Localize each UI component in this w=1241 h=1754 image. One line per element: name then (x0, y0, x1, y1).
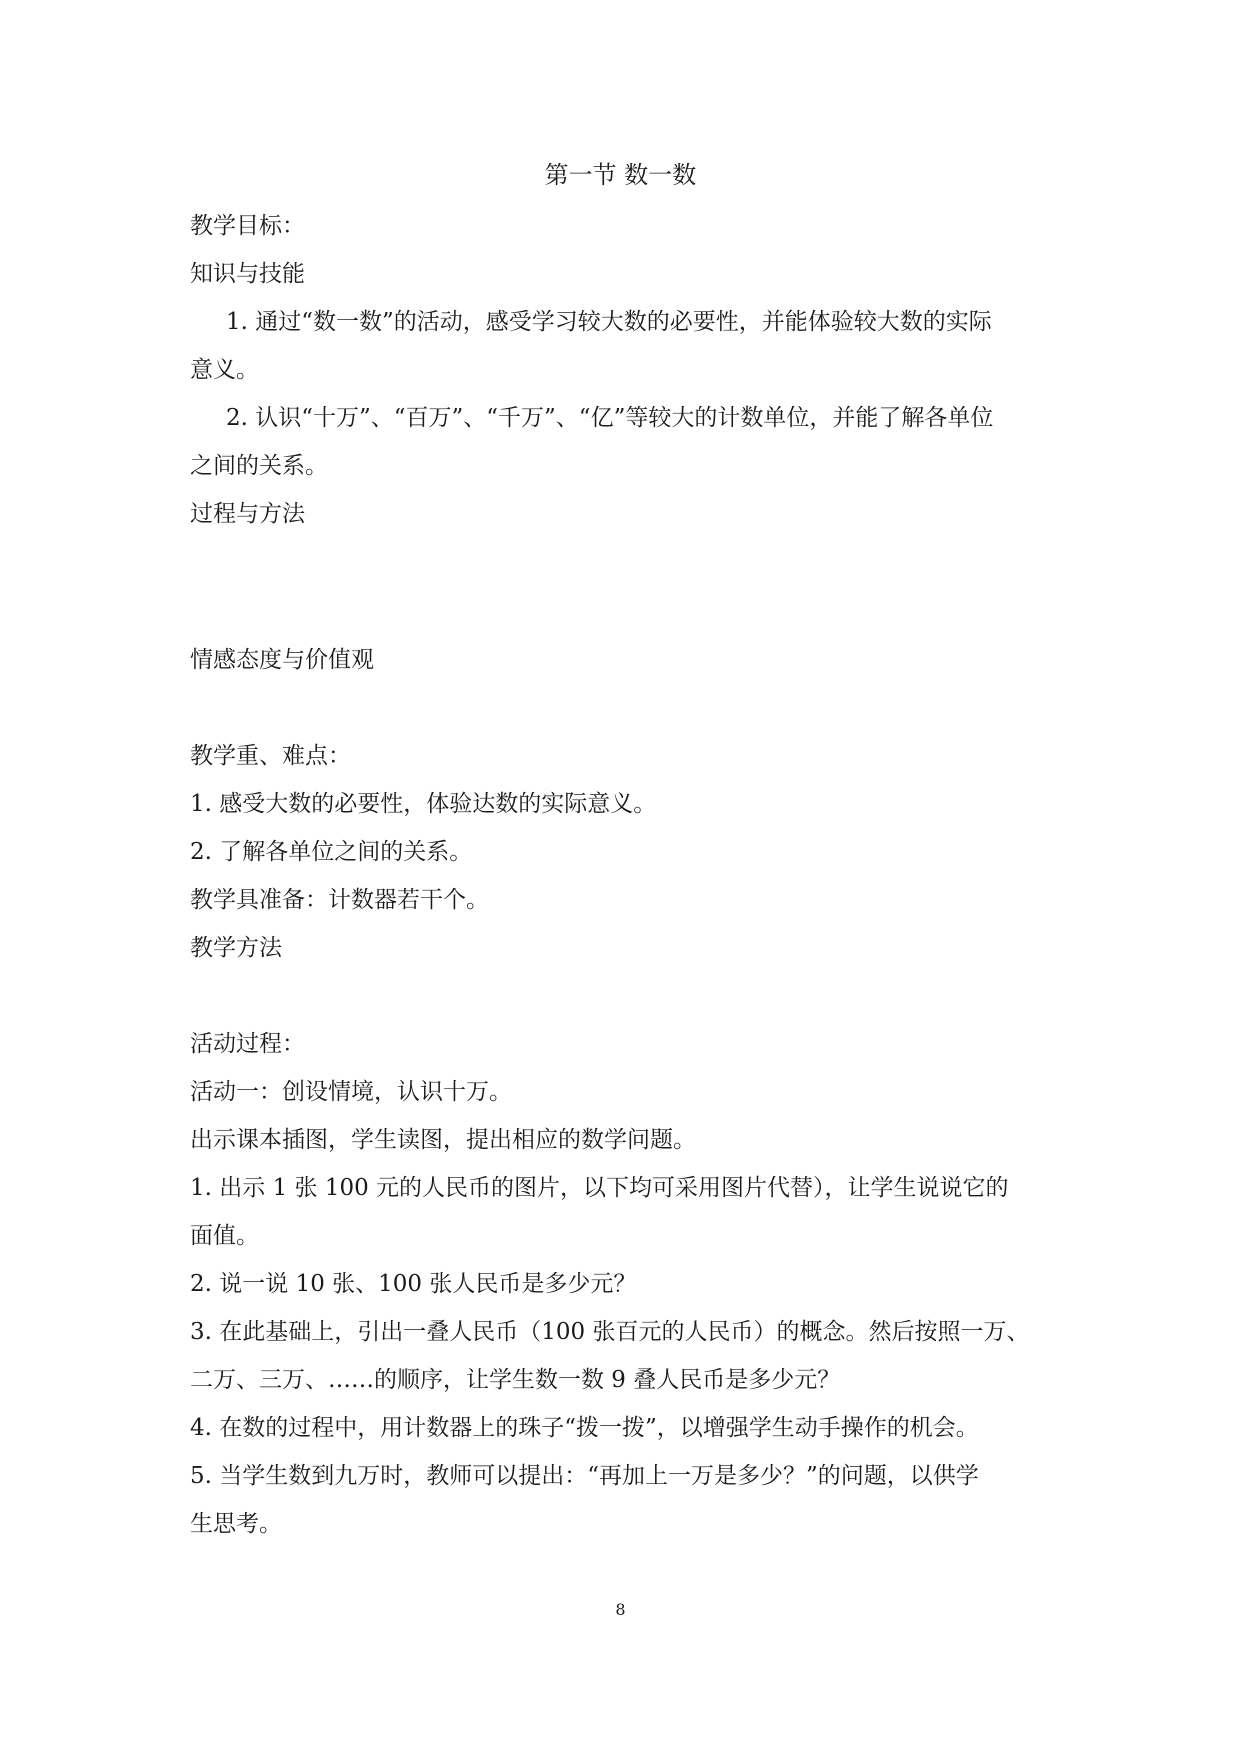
objective-2-line-1: 2. 认识“十万”、“百万”、“千万”、“亿”等较大的计数单位，并能了解各单位 (226, 405, 994, 431)
teaching-aids: 教学具准备：计数器若干个。 (190, 887, 489, 913)
activity-1-heading: 活动一：创设情境，认识十万。 (190, 1079, 512, 1105)
key-point-2: 2. 了解各单位之间的关系。 (190, 839, 473, 865)
objective-1-line-1: 1. 通过“数一数”的活动，感受学习较大数的必要性，并能体验较大数的实际 (226, 309, 992, 335)
step-5-line-2: 生思考。 (190, 1511, 282, 1537)
heading-activity-process: 活动过程： (190, 1031, 305, 1057)
heading-teaching-objectives: 教学目标： (190, 213, 305, 239)
section-title: 第一节 数一数 (544, 161, 697, 189)
step-1-line-2: 面值。 (190, 1223, 259, 1249)
objective-2-line-2: 之间的关系。 (190, 453, 328, 479)
activity-intro: 出示课本插图，学生读图，提出相应的数学问题。 (190, 1127, 696, 1153)
heading-teaching-methods: 教学方法 (190, 935, 282, 961)
heading-key-points: 教学重、难点： (190, 743, 351, 769)
step-5-line-1: 5. 当学生数到九万时，教师可以提出：“再加上一万是多少？”的问题，以供学 (190, 1463, 979, 1489)
key-point-1: 1. 感受大数的必要性，体验达数的实际意义。 (190, 791, 657, 817)
step-2: 2. 说一说 10 张、100 张人民币是多少元？ (190, 1271, 637, 1297)
heading-process-methods: 过程与方法 (190, 501, 305, 527)
step-1-line-1: 1. 出示 1 张 100 元的人民币的图片，以下均可采用图片代替），让学生说说它的 (190, 1175, 1009, 1201)
objective-1-line-2: 意义。 (190, 357, 259, 383)
step-4: 4. 在数的过程中，用计数器上的珠子“拨一拨”，以增强学生动手操作的机会。 (190, 1415, 979, 1441)
heading-knowledge-skills: 知识与技能 (190, 261, 305, 287)
page-number: 8 (615, 1600, 626, 1619)
heading-emotion-values: 情感态度与价值观 (190, 647, 374, 673)
step-3-line-2: 二万、三万、……的顺序，让学生数一数 9 叠人民币是多少元？ (190, 1367, 841, 1393)
step-3-line-1: 3. 在此基础上，引出一叠人民币（100 张百元的人民币）的概念。然后按照一万、 (190, 1319, 1030, 1345)
